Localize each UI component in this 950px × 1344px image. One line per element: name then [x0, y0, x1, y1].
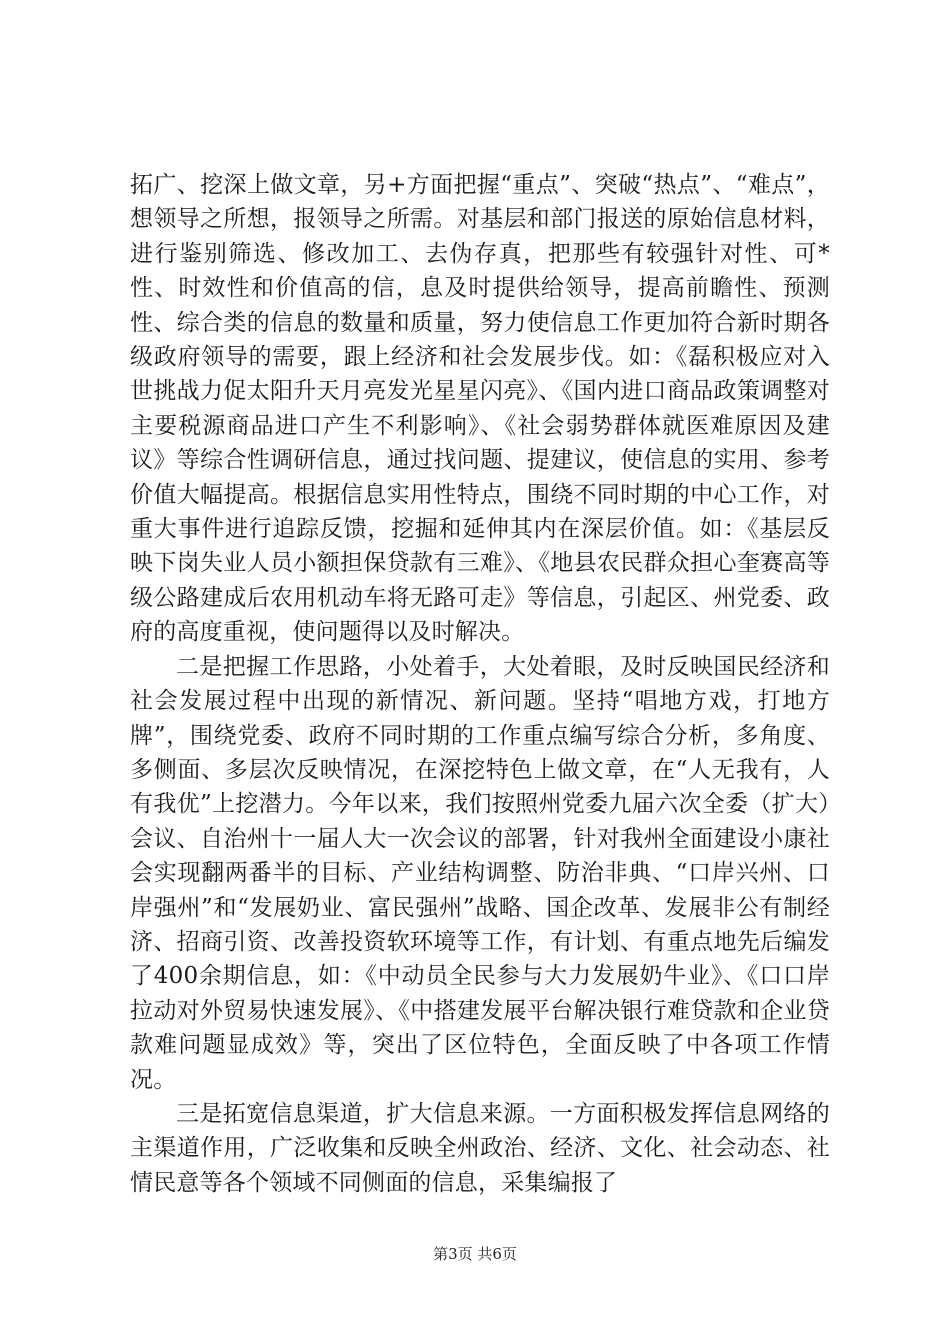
- paragraph-3: 三是拓宽信息渠道，扩大信息来源。一方面积极发挥信息网络的主渠道作用，广泛收集和反映全州政治、经济、文化、社会动态、社情民意等各个领域不同侧面的信息，采集编报了: [130, 1100, 830, 1196]
- paragraph-2: 二是把握工作思路，小处着手，大处着眼，及时反映国民经济和社会发展过程中出现的新情况、新问题。坚持“唱地方戏，打地方牌”，围绕党委、政府不同时期的工作重点编写综合分析，多角度、多侧面、多层次反映情况，在深挖特色上做文章，在“人无我有，人有我优”上挖潜力。今年以来，我们按照州党委九届六次全委（扩大）会议、自治州十一届人大一次会议的部署，针对我州全面建设小康社会实现翻两番半的目标、产业结构调整、防治非典、“口岸兴州、口岸强州”和“发展奶业、富民强州”战略、国企改革、发展非公有制经济、招商引资、改善投资软环境等工作，有计划、有重点地先后编发了400余期信息，如：《中动员全民参与大力发展奶牛业》、《口口岸拉动对外贸易快速发展》、《中搭建发展平台解决银行难贷款和企业贷款难问题显成效》等，突出了区位特色，全面反映了中各项工作情况。: [130, 653, 830, 1093]
- document-body: [130, 168, 830, 1200]
- page-footer: 第3页 共6页: [433, 1245, 517, 1263]
- paragraph-1: 拓广、挖深上做文章，另+方面把握“重点”、突破“热点”、“难点”，想领导之所想，报领导之所需。对基层和部门报送的原始信息材料，进行鉴别筛选、修改加工、去伪存真，把那些有较强针对性、可*性、时效性和价值高的信，息及时提供给领导，提高前瞻性、预测性、综合类的信息的数量和质量，努力使信息工作更加符合新时期各级政府领导的需要，跟上经济和社会发展步伐。如：《磊积极应对入世挑战力促太阳升天月亮发光星星闪亮》、《国内进口商品政策调整对主要税源商品进口产生不利影响》、《社会弱势群体就医难原因及建议》等综合性调研信息，通过找问题、提建议，使信息的实用、参考价值大幅提高。根据信息实用性特点，围绕不同时期的中心工作，对重大事件进行追踪反馈，挖掘和延伸其内在深层价值。如：《基层反映下岗失业人员小额担保贷款有三难》、《地县农民群众担心奎赛高等级公路建成后农用机动车将无路可走》等信息，引起区、州党委、政府的高度重视，使问题得以及时解决。: [130, 172, 830, 646]
